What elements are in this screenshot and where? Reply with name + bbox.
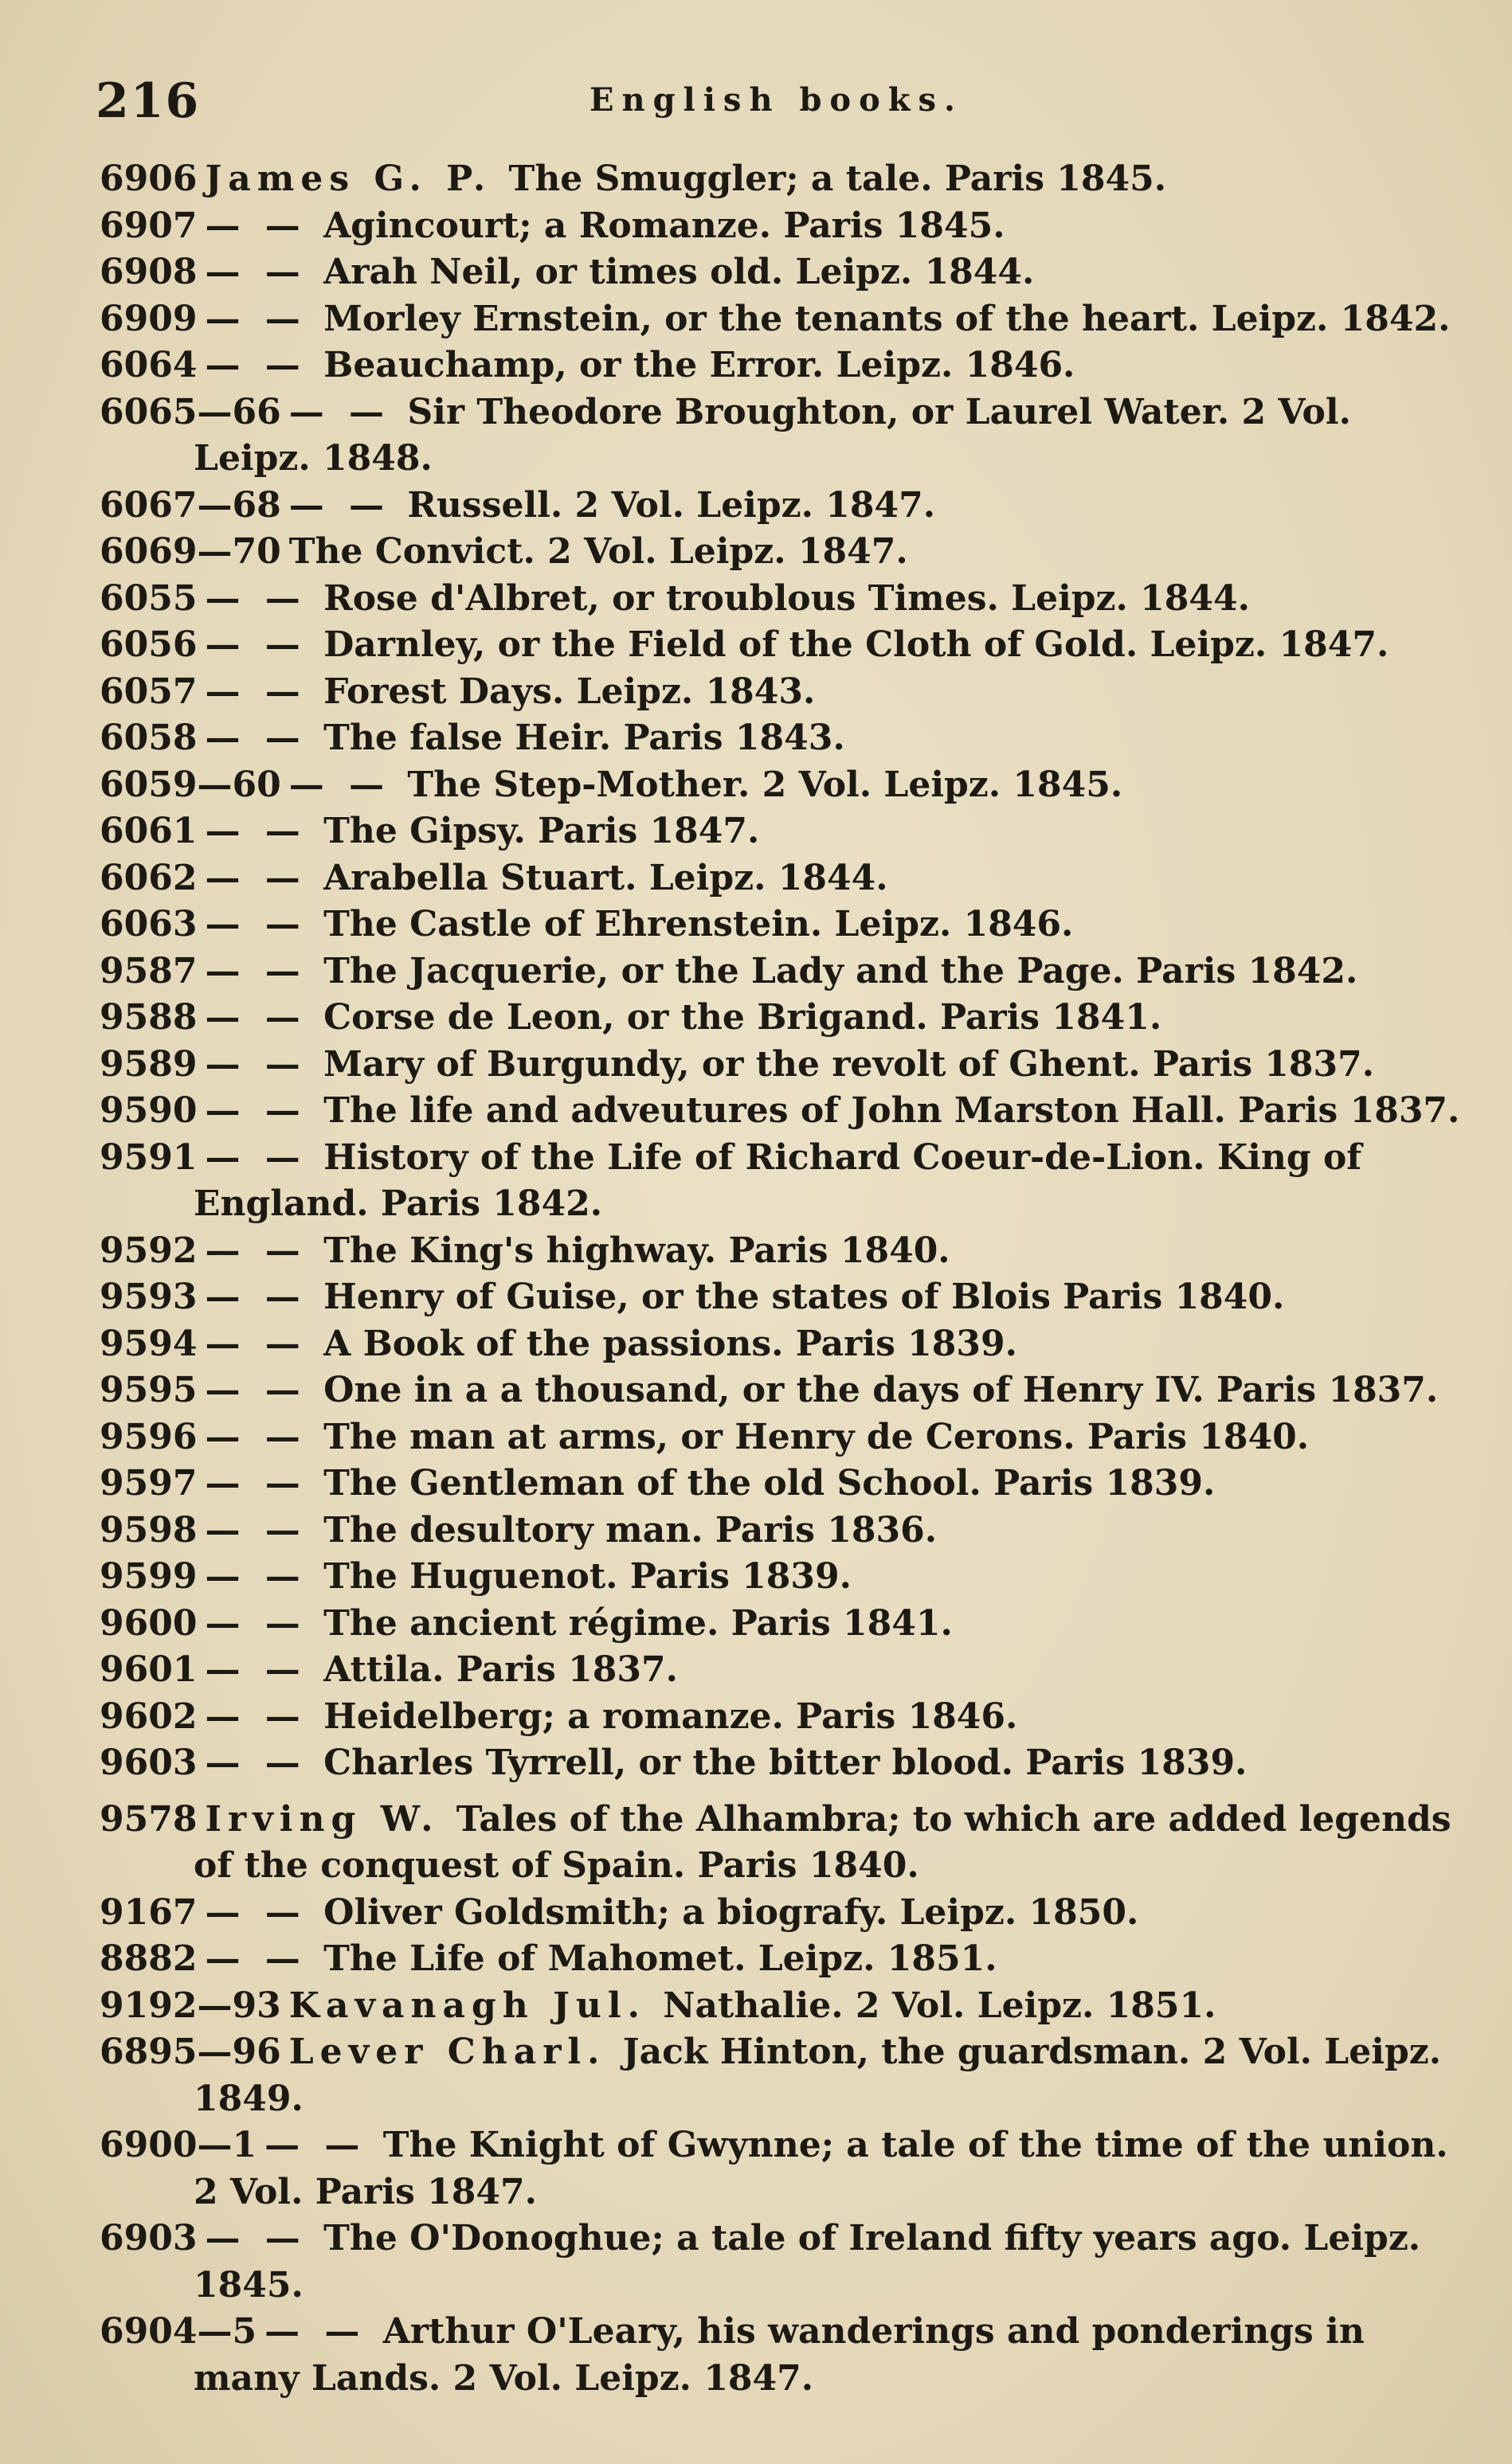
catalogue-entry <box>100 1508 1454 1555</box>
entry-title: Oliver Goldsmith; a biografy. Leipz. 1850. <box>323 1891 1139 1933</box>
entry-author: — — <box>205 1230 307 1271</box>
catalogue-entry <box>100 715 1454 762</box>
entry-title: Arthur O'Leary, his wanderings and ponderings in many Lands. 2 Vol. Leipz. 1847. <box>194 2311 1365 2399</box>
entry-title: The desultory man. Paris 1836. <box>323 1509 938 1551</box>
entry-author: — — <box>264 2125 366 2165</box>
entry-author: — — <box>205 1090 307 1131</box>
entry-title: A Book of the passions. Paris 1839. <box>323 1323 1017 1364</box>
catalogue-entry <box>100 1042 1454 1089</box>
book-list <box>100 156 1460 2402</box>
entry-author: — — <box>205 1463 307 1504</box>
catalogue-entry <box>100 203 1454 250</box>
entry-number: 6059—60 <box>100 764 281 805</box>
entry-author: — — <box>205 1416 307 1457</box>
entry-number: 9596 <box>100 1416 198 1457</box>
entry-author: — — <box>205 1602 307 1644</box>
entry-author: — — <box>288 391 391 432</box>
entry-number: 8882 <box>100 1938 198 1979</box>
entry-author: — — <box>205 298 307 339</box>
entry-author: — — <box>205 1136 307 1178</box>
entry-title: The Convict. 2 Vol. Leipz. 1847. <box>288 531 908 572</box>
entry-title: Charles Tyrrell, or the bitter blood. Paris 1839. <box>323 1742 1248 1783</box>
entry-title: Morley Ernstein, or the tenants of the heart. Leipz. 1842. <box>323 298 1451 339</box>
entry-number: 9602 <box>100 1695 198 1737</box>
catalogue-entry <box>100 808 1454 855</box>
entry-author: — — <box>205 1742 307 1783</box>
entry-number: 9590 <box>100 1090 198 1131</box>
catalogue-entry <box>100 1554 1454 1601</box>
entry-number: 9599 <box>100 1556 198 1597</box>
entry-number: 6064 <box>100 345 198 385</box>
catalogue-entry <box>100 2216 1454 2309</box>
entry-author: — — <box>205 1695 307 1737</box>
entry-author: — — <box>205 950 307 991</box>
entry-author: — — <box>205 811 307 851</box>
entry-number: 9601 <box>100 1649 198 1690</box>
entry-author: — — <box>205 1556 307 1597</box>
entry-author: — — <box>205 345 307 385</box>
entry-number: 6067—68 <box>100 484 281 526</box>
entry-number: 6061 <box>100 811 198 851</box>
catalogue-entry <box>100 1890 1454 1937</box>
entry-title: Heidelberg; a romanze. Paris 1846. <box>323 1695 1018 1737</box>
catalogue-entry <box>100 902 1454 948</box>
catalogue-entry <box>100 1740 1454 1787</box>
page-header <box>96 73 1450 137</box>
entry-title: The ancient régime. Paris 1841. <box>323 1602 953 1644</box>
catalogue-entry <box>100 483 1454 530</box>
catalogue-entry <box>100 1797 1454 1890</box>
entry-title: One in a a thousand, or the days of Henry IV. Paris 1837. <box>323 1370 1439 1410</box>
entry-number: 9600 <box>100 1602 198 1644</box>
entry-title: Rose d'Albret, or troublous Times. Leipz. 1844. <box>323 577 1250 619</box>
catalogue-entry <box>100 249 1454 296</box>
entry-author: — — <box>205 1043 307 1085</box>
entry-author: — — <box>205 1370 307 1410</box>
catalogue-entry <box>100 1135 1454 1228</box>
entry-title: The Life of Mahomet. Leipz. 1851. <box>323 1938 997 1979</box>
entry-title: Nathalie. 2 Vol. Leipz. 1851. <box>663 1985 1216 2026</box>
catalogue-entry <box>100 1274 1454 1321</box>
entry-title: The man at arms, or Henry de Cerons. Paris 1840. <box>323 1416 1310 1457</box>
entry-number: 6909 <box>100 298 198 339</box>
catalogue-entry <box>100 1414 1454 1461</box>
catalogue-entry <box>100 576 1454 623</box>
catalogue-entry <box>100 1321 1454 1368</box>
entry-title: The King's highway. Paris 1840. <box>323 1230 950 1271</box>
catalogue-entry <box>100 156 1454 203</box>
catalogue-entry <box>100 389 1454 483</box>
entry-author: — — <box>205 1323 307 1364</box>
entry-title: Sir Theodore Broughton, or Laurel Water. 2 Vol. Leipz. 1848. <box>194 391 1351 479</box>
entry-author: — — <box>205 1509 307 1551</box>
entry-title: The O'Donoghue; a tale of Ireland fifty years ago. Leipz. 1845. <box>194 2218 1421 2306</box>
entry-number: 6908 <box>100 252 198 292</box>
entry-title: Russell. 2 Vol. Leipz. 1847. <box>407 484 936 526</box>
entry-number: 6069—70 <box>100 531 281 572</box>
entry-number: 6056 <box>100 624 198 665</box>
entry-author: — — <box>205 671 307 712</box>
entry-author: — — <box>205 718 307 758</box>
entry-number: 9594 <box>100 1323 198 1364</box>
entry-number: 6895—96 <box>100 2032 281 2072</box>
entry-number: 9593 <box>100 1277 198 1317</box>
entry-author: Irving W. <box>205 1798 440 1840</box>
entry-number: 6904—5 <box>100 2311 257 2352</box>
catalogue-entry <box>100 2029 1454 2122</box>
entry-author: — — <box>264 2311 366 2352</box>
entry-title: Darnley, or the Field of the Cloth of Gold. Leipz. 1847. <box>323 624 1389 665</box>
entry-number: 9592 <box>100 1230 198 1271</box>
entry-author: — — <box>205 252 307 292</box>
entry-number: 6903 <box>100 2218 198 2259</box>
entry-author: — — <box>205 1891 307 1933</box>
entry-title: Arabella Stuart. Leipz. 1844. <box>323 857 888 898</box>
entry-title: The Jacquerie, or the Lady and the Page. Paris 1842. <box>323 950 1358 991</box>
catalogue-entry <box>100 855 1454 902</box>
entry-title: The Smuggler; a tale. Paris 1845. <box>508 158 1167 199</box>
entry-number: 6062 <box>100 857 198 898</box>
entry-author: — — <box>205 1649 307 1690</box>
entry-number: 9598 <box>100 1509 198 1551</box>
catalogue-entry <box>100 2309 1454 2402</box>
entry-title: Corse de Leon, or the Brigand. Paris 1841. <box>323 997 1162 1038</box>
entry-title: Mary of Burgundy, or the revolt of Ghent. Paris 1837. <box>323 1043 1375 1085</box>
entry-title: The Knight of Gwynne; a tale of the time of the union. 2 Vol. Paris 1847. <box>194 2125 1448 2212</box>
entry-title: Henry of Guise, or the states of Blois Paris 1840. <box>323 1277 1285 1317</box>
entry-number: 9591 <box>100 1136 198 1178</box>
catalogue-entry <box>100 1694 1454 1741</box>
catalogue-entry <box>100 342 1454 389</box>
entry-number: 9588 <box>100 997 198 1038</box>
entry-number: 6907 <box>100 205 198 246</box>
entry-author: Lever Charl. <box>288 2032 606 2072</box>
entry-number: 9597 <box>100 1463 198 1504</box>
catalogue-entry <box>100 669 1454 716</box>
entry-title: The life and adveutures of John Marston Hall. Paris 1837. <box>323 1090 1460 1131</box>
entry-title: The Gentleman of the old School. Paris 1839. <box>323 1463 1216 1504</box>
running-title: English books. <box>590 81 963 119</box>
entry-author: — — <box>205 997 307 1038</box>
entry-author: James G. P. <box>205 158 492 199</box>
entry-author: — — <box>205 624 307 665</box>
entry-author: — — <box>205 2218 307 2259</box>
entry-author: — — <box>288 484 391 526</box>
entry-number: 9578 <box>100 1798 198 1840</box>
entry-number: 6063 <box>100 904 198 945</box>
entry-number: 6906 <box>100 158 198 199</box>
catalogue-entry <box>100 1228 1454 1275</box>
entry-title: The Step-Mother. 2 Vol. Leipz. 1845. <box>407 764 1123 805</box>
entry-title: Tales of the Alhambra; to which are added legends of the conquest of Spain. Paris 1840. <box>194 1798 1451 1886</box>
entry-number: 9589 <box>100 1043 198 1085</box>
entry-number: 6900—1 <box>100 2125 257 2165</box>
entry-number: 9587 <box>100 950 198 991</box>
entry-author: — — <box>288 764 391 805</box>
entry-number: 6055 <box>100 577 198 619</box>
catalogue-entry <box>100 1647 1454 1694</box>
catalogue-entry <box>100 762 1454 809</box>
entry-number: 6057 <box>100 671 198 712</box>
catalogue-entry <box>100 1088 1460 1135</box>
catalogue-entry <box>100 529 1454 576</box>
catalogue-entry <box>100 948 1454 995</box>
entry-number: 9595 <box>100 1370 198 1410</box>
entry-title: The Castle of Ehrenstein. Leipz. 1846. <box>323 904 1074 945</box>
entry-number: 6065—66 <box>100 391 281 432</box>
entry-title: Forest Days. Leipz. 1843. <box>323 671 816 712</box>
entry-title: Beauchamp, or the Error. Leipz. 1846. <box>323 345 1075 385</box>
entry-number: 9603 <box>100 1742 198 1783</box>
catalogue-entry <box>100 1983 1454 2030</box>
catalogue-entry <box>100 622 1454 669</box>
entry-author: — — <box>205 205 307 246</box>
catalogue-entry <box>100 296 1454 343</box>
entry-number: 6058 <box>100 718 198 758</box>
catalogue-entry <box>100 1936 1454 1983</box>
entry-author: — — <box>205 904 307 945</box>
entry-author: Kavanagh Jul. <box>288 1985 646 2026</box>
entry-title: Attila. Paris 1837. <box>323 1649 678 1690</box>
entry-title: Jack Hinton, the guardsman. 2 Vol. Leipz. 1849. <box>194 2032 1442 2119</box>
entry-title: The Huguenot. Paris 1839. <box>323 1556 852 1597</box>
entry-title: Arah Neil, or times old. Leipz. 1844. <box>323 252 1035 292</box>
catalogue-entry <box>100 1601 1454 1648</box>
entry-author: — — <box>205 1277 307 1317</box>
entry-author: — — <box>205 577 307 619</box>
entry-title: History of the Life of Richard Coeur-de-Lion. King of England. Paris 1842. <box>194 1136 1362 1224</box>
entry-number: 9167 <box>100 1891 198 1933</box>
entry-author: — — <box>205 857 307 898</box>
catalogue-entry <box>100 2122 1454 2216</box>
catalogue-entry <box>100 1367 1454 1414</box>
catalogue-entry <box>100 995 1454 1042</box>
entry-title: Agincourt; a Romanze. Paris 1845. <box>323 205 1005 246</box>
page-number: 216 <box>96 73 201 129</box>
entry-title: The Gipsy. Paris 1847. <box>323 811 760 851</box>
entry-title: The false Heir. Paris 1843. <box>323 718 845 758</box>
entry-author: — — <box>205 1938 307 1979</box>
entry-number: 9192—93 <box>100 1985 281 2026</box>
catalogue-entry <box>100 1461 1454 1508</box>
